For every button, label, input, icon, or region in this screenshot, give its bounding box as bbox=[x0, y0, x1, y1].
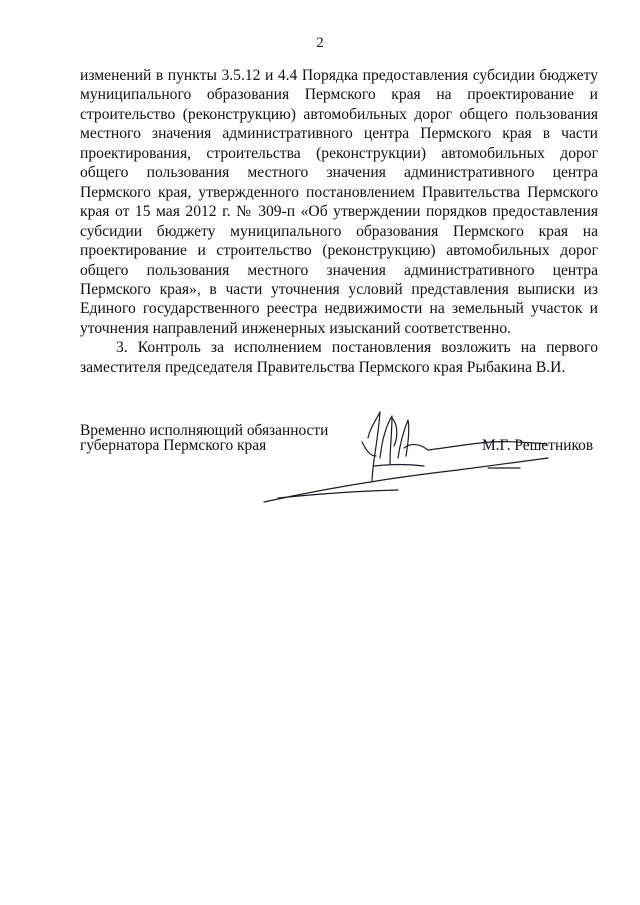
signer-title-line-2: губернатора Пермского края bbox=[80, 436, 267, 454]
signer-title-line-1: Временно исполняющий обязанности bbox=[80, 422, 329, 439]
page-number: 2 bbox=[316, 35, 324, 51]
paragraph-amendments: изменений в пункты 3.5.12 и 4.4 Порядка предоставления субсидии бюджету муниципального образования Пермского края на проектирование и строительство (реконструкцию) автомобильных дорог общего пользования местного значения административного центра Пермского края в части проектирования, строительства (реконструкции) автомобильных дорог общего пользования местного значения административного центра Пермского края, утвержденного постановлением Правительства Пермского края от 15 мая 2012 г. № 309-п «Об утверждении порядков предоставления субсидии бюджету муниципального образования Пермского края на проектирование и строительство (реконструкцию) автомобильных дорог общего пользования местного значения административного центра Пермского края», в части уточнения условий представления выписки из Единого государственного реестра недвижимости на земельный участок и уточнения направлений инженерных изысканий соответственно. bbox=[80, 67, 598, 337]
document-body bbox=[80, 66, 598, 377]
signature-block bbox=[80, 424, 610, 504]
paragraph-control: 3. Контроль за исполнением постановления возложить на первого заместителя председателя Правительства Пермского края Рыбакина В.И. bbox=[80, 339, 598, 376]
signer-name: М.Г. Решетников bbox=[482, 437, 594, 454]
